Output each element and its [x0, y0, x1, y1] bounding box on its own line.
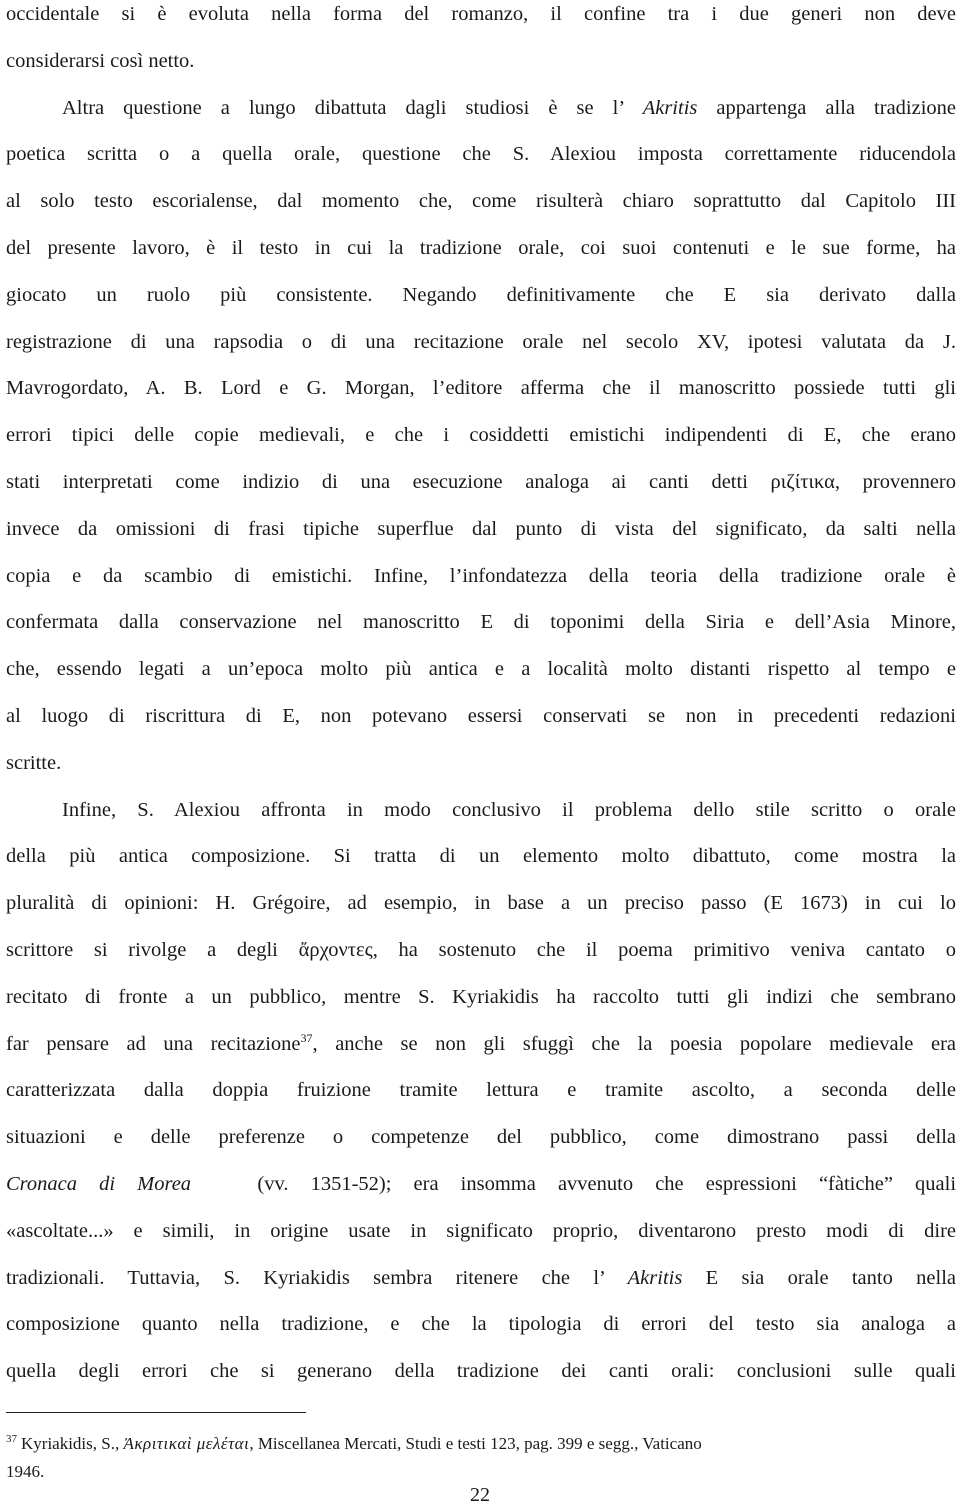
text-line: Infine, S. Alexiou affronta in modo conclusivo il problema dello stile scritto o orale — [62, 798, 956, 821]
text-line: invece da omissioni di frasi tipiche superflue dal punto di vista del significato, da salti nella — [6, 517, 956, 540]
text-line: al luogo di riscrittura di E, non potevano essersi conservati se non in precedenti redazioni — [6, 704, 956, 727]
text-line: tradizionali. Tuttavia, S. Kyriakidis sembra ritenere che l’ Akritis E sia orale tanto nella — [6, 1266, 957, 1289]
text-line: del presente lavoro, è il testo in cui la tradizione orale, coi suoi contenuti e le sue forme, ha — [6, 236, 956, 259]
text-line: quella degli errori che si generano della tradizione dei canti orali: conclusioni sulle quali — [6, 1360, 956, 1383]
text-line: caratterizzata dalla doppia fruizione tramite lettura e tramite ascolto, a seconda delle — [6, 1079, 956, 1102]
text-line: recitato di fronte a un pubblico, mentre S. Kyriakidis ha raccolto tutti gli indizi che sembrano — [6, 985, 956, 1008]
text-line: occidentale si è evoluta nella forma del romanzo, il confine tra i due generi non deve — [6, 3, 956, 25]
footnote — [6, 1430, 956, 1486]
text-line: composizione quanto nella tradizione, e che la tipologia di errori del testo sia analoga a — [6, 1313, 956, 1336]
text-line: al solo testo escorialense, dal momento che, come risulterà chiaro soprattutto dal Capitolo III — [6, 190, 956, 213]
footnote-greek-title: Ἀκριτικαὶ μελέται — [123, 1434, 250, 1453]
text-line: stati interpretati come indizio di una esecuzione analoga ai canti detti ριζίτικα, provennero — [6, 470, 956, 493]
italic-title: Cronaca di Morea — [6, 1172, 192, 1195]
text-line: considerarsi così netto. — [6, 49, 195, 72]
main-text — [6, 0, 956, 1395]
text-line: situazioni e delle preferenze o competenze del pubblico, come dimostrano passi della — [6, 1126, 956, 1149]
text-line: poetica scritta o a quella orale, questione che S. Alexiou imposta correttamente riducendola — [6, 143, 956, 166]
page-number: 22 — [470, 1484, 490, 1506]
footnote-separator — [6, 1412, 306, 1413]
footnote-reference: 37 — [300, 1030, 313, 1045]
text-line: Mavrogordato, A. B. Lord e G. Morgan, l’editore afferma che il manoscritto possiede tutti gli — [6, 377, 956, 400]
text-line: confermata dalla conservazione nel manoscritto E di toponimi della Siria e dell’Asia Minore, — [6, 611, 956, 634]
text-line: della più antica composizione. Si tratta di un elemento molto dibattuto, come mostra la — [6, 845, 956, 868]
text-segment: far pensare ad una recitazione — [6, 1032, 301, 1055]
text-line — [6, 1021, 956, 1068]
text-line: pluralità di opinioni: H. Grégoire, ad esempio, in base a un preciso passo (E 1673) in cui lo — [6, 892, 956, 915]
text-line: scrittore si rivolge a degli ἄρχοντες, ha sostenuto che il poema primitivo veniva cantato o — [6, 938, 956, 961]
text-line — [6, 1161, 956, 1208]
footnote-text: , Miscellanea Mercati, Studi e testi 123, pag. 399 e segg., Vaticano — [249, 1434, 702, 1453]
text-line: giocato un ruolo più consistente. Negando definitivamente che E sia derivato dalla — [6, 283, 956, 306]
text-line: errori tipici delle copie medievali, e che i cosiddetti emistichi indipendenti di E, che erano — [6, 424, 956, 447]
text-segment: (vv. 1351-52); era insomma avvenuto che espressioni “fàtiche” quali — [257, 1172, 957, 1195]
text-line: copia e da scambio di emistichi. Infine, l’infondatezza della teoria della tradizione orale è — [6, 564, 956, 587]
text-line: scritte. — [6, 751, 62, 774]
footnote-text: Kyriakidis, S., — [21, 1434, 124, 1453]
text-line: «ascoltate...» e simili, in origine usate in significato proprio, diventarono presto modi di dire — [6, 1219, 956, 1242]
footnote-number: 37 — [6, 1433, 17, 1446]
text-line: che, essendo legati a un’epoca molto più antica e a località molto distanti rispetto al tempo e — [6, 658, 956, 681]
footnote-text: 1946. — [6, 1462, 45, 1481]
text-line: Altra questione a lungo dibattuta dagli studiosi è se l’ Akritis appartenga alla tradizione — [62, 96, 957, 119]
text-line: registrazione di una rapsodia o di una recitazione orale nel secolo XV, ipotesi valutata da J. — [6, 330, 956, 353]
text-segment: , anche se non gli sfuggì che la poesia popolare medievale era — [312, 1032, 956, 1055]
